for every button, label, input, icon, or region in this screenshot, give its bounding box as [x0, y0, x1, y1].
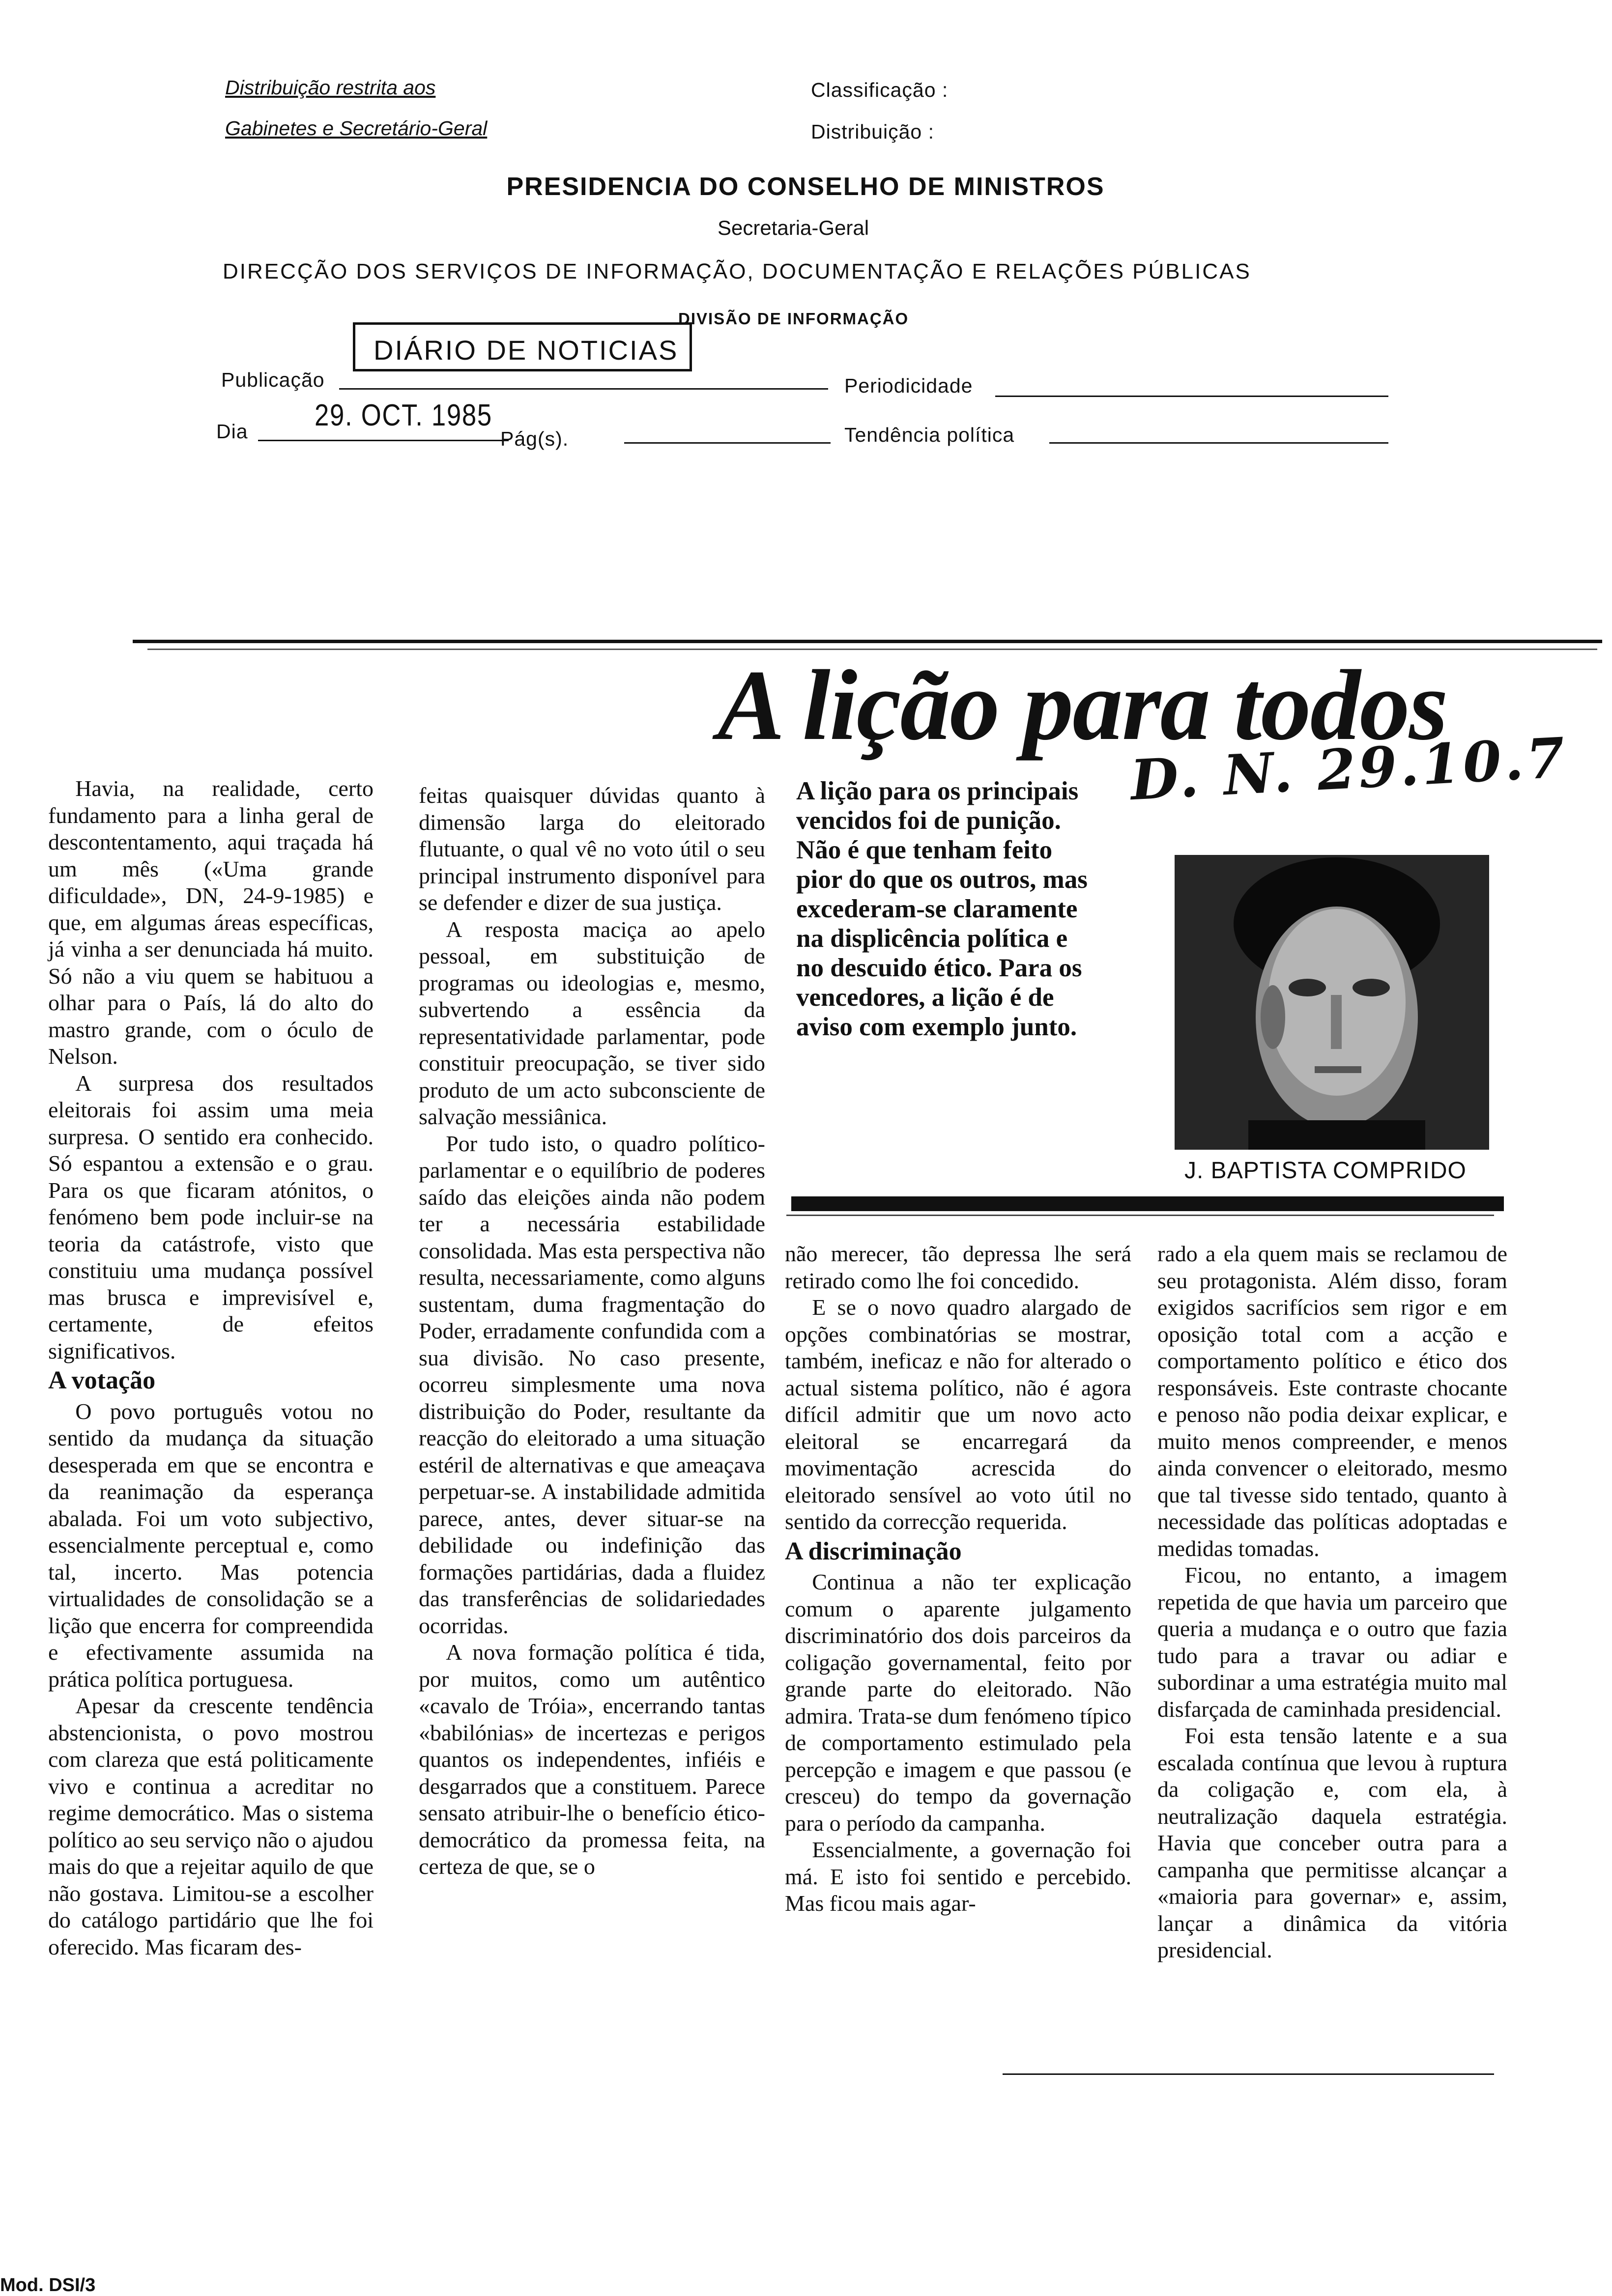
col2-paragraph-1: feitas quaisquer dúvidas quanto à dimensão larga do eleitorado flutuante, o qual vê no voto útil o seu principal instrumento disponível para se defender e dizer de sua justiça.	[419, 783, 765, 915]
pags-label: Pág(s).	[500, 427, 569, 450]
dia-label: Dia	[216, 420, 248, 443]
article-end-rule	[1003, 2073, 1494, 2075]
col2-paragraph-4: A nova formação política é tida, por muitos, como um autêntico «cavalo de Tróia», encerrando tantas «babilónias» de incertezas e perigos quantos os independentes, infiéis e desgarrados que a constituem. Parece sensato atribuir-lhe o benefício ético-democrático da promessa feita, na certeza de que, se o	[419, 1640, 765, 1879]
col3-paragraph-1: não merecer, tão depressa lhe será retirado como lhe foi concedido.	[785, 1241, 1131, 1293]
col4-paragraph-2: Ficou, no entanto, a imagem repetida de que havia um parceiro que queria a mudança e o outro que fazia tudo para a travar ou adiar e subordinar a uma estratégia muito mal disfarçada de caminhada presidencial.	[1157, 1562, 1507, 1722]
col1-paragraph-1: Havia, na realidade, certo fundamento para a linha geral de descontentamento, aqui traçada há um mês («Uma grande dificuldade», DN, 24-9-1985) e que, em algumas áreas específicas, já vinha a ser denunciada há muito. Só não a viu quem se habituou a olhar para o País, lá do alto do mastro grande, com o óculo de Nelson.	[48, 776, 374, 1069]
direccao-servicos: DIRECÇÃO DOS SERVIÇOS DE INFORMAÇÃO, DOCUMENTAÇÃO E RELAÇÕES PÚBLICAS	[223, 259, 1251, 283]
handwritten-note: D. N. 29.10.7	[1129, 725, 1569, 813]
author-photo	[1175, 855, 1489, 1150]
subhead-votacao: A votação	[48, 1366, 156, 1394]
publicacao-field-line	[339, 388, 828, 390]
section-rule-thin	[786, 1215, 1494, 1216]
col3-paragraph-2: E se o novo quadro alargado de opções combinatórias se mostrar, também, ineficaz e não for alterado o actual sistema político, não é agora difícil admitir que um novo acto eleitoral se encarregará da movimentação acrescida do eleitorado sensível ao voto útil no sentido da correcção requerida.	[785, 1295, 1131, 1534]
classificacao-label: Classificação :	[811, 79, 949, 101]
tendencia-label: Tendência política	[844, 424, 1015, 446]
secretaria-geral: Secretaria-Geral	[718, 216, 869, 239]
dia-field-line	[258, 440, 509, 441]
restricted-line-2: Gabinetes e Secretário-Geral	[225, 117, 488, 140]
col4-paragraph-3: Foi esta tensão latente e a sua escalada contínua que levou à ruptura da coligação e, com ela, à neutralização daquela estratégia. Havia que conceber outra para a campanha que permitisse alcançar a «maioria para governar» e, assim, lançar a dinâmica da vitória presidencial.	[1157, 1723, 1507, 1962]
periodicidade-label: Periodicidade	[844, 374, 973, 397]
article-column-1	[48, 775, 374, 1960]
publicacao-stamp: DIÁRIO DE NOTICIAS	[374, 335, 679, 366]
headline-rule-thick	[133, 640, 1602, 643]
divisao-informacao: DIVISÃO DE INFORMAÇÃO	[678, 310, 909, 328]
article-column-4	[1157, 1241, 1507, 1964]
col1-paragraph-4: Apesar da crescente tendência abstencionista, o povo mostrou com clareza que está politicamente vivo e continua a acreditar no regime democrático. Mas o sistema político ao seu serviço não o ajudou mais do que a rejeitar aquilo de que não gostava. Limitou-se a escolher do catálogo partidário que lhe foi oferecido. Mas ficaram des-	[48, 1693, 374, 1959]
col3-paragraph-3: Continua a não ter explicação comum o aparente julgamento discriminatório dos dois parceiros da coligação governamental, feito por grande parte do eleitorado. Não admira. Trata-se dum fenómeno típico de comportamento estimulado pela percepção e imagem e que passou (e cresceu) do tempo da governação para o período da campanha.	[785, 1569, 1131, 1836]
form-code: Mod. DSI/3	[0, 2275, 96, 2296]
col1-paragraph-2: A surpresa dos resultados eleitorais foi assim uma meia surpresa. O sentido era conhecido. Só espantou a extensão e o grau. Para os que ficaram atónitos, o fenómeno bem pode incluir-se na teoria da catástrofe, visto que constituiu uma mudança possível mas brusca e imprevisível e, certamente, de efeitos significativos.	[48, 1070, 374, 1363]
col4-paragraph-1: rado a ela quem mais se reclamou de seu protagonista. Além disso, foram exigidos sacrifícios sem rigor e em oposição total com a acção e comportamento político e ético dos responsáveis. Este contraste chocante e penoso não podia deixar explicar, e muito menos compreender, e menos ainda convencer o eleitorado, mesmo que tal tivesse sido tentado, quanto à necessidade das políticas adoptadas e medidas tomadas.	[1157, 1241, 1507, 1561]
presidencia-text: PRESIDENCIA DO CONSELHO DE MINISTROS	[506, 172, 1105, 201]
headline: A lição para todos	[718, 650, 1447, 761]
publicacao-label: Publicação	[221, 368, 325, 391]
presidencia-title	[0, 172, 1612, 201]
author-name: J. BAPTISTA COMPRIDO	[1184, 1158, 1467, 1184]
col3-paragraph-4: Essencialmente, a governação foi má. E isto foi sentido e percebido. Mas ficou mais agar-	[785, 1837, 1131, 1916]
article-column-3	[785, 1241, 1131, 1917]
article-lead: A lição para os principais vencidos foi de punição. Não é que tenham feito pior do que os outros, mas excederam-se claramente na displicência política e no descuido ético. Para os vencedores, a lição é de aviso com exemplo junto.	[796, 777, 1088, 1041]
col2-paragraph-3: Por tudo isto, o quadro político-parlamentar e o equilíbrio de poderes saído das eleições ainda não podem ter a necessária estabilidade consolidada. Mas esta perspectiva não resulta, necessariamente, como alguns sustentam, duma fragmentação do Poder, erradamente confundida com a sua divisão. No caso presente, ocorreu simplesmente uma nova distribuição do Poder, resultante da reacção do eleitorado a uma situação estéril de alternativas e que ameaçava perpetuar-se. A instabilidade admitida parece, antes, dever situar-se na debilidade ou indefinição das formações partidárias, dada a fluidez das transferências de solidariedades ocorridas.	[419, 1131, 765, 1638]
subhead-discriminacao: A discriminação	[785, 1537, 962, 1565]
pags-field-line	[624, 442, 831, 444]
periodicidade-field-line	[995, 396, 1388, 397]
author-portrait-icon	[1175, 855, 1489, 1150]
section-rule-thick	[791, 1196, 1504, 1211]
col2-paragraph-2: A resposta maciça ao apelo pessoal, em substituição de programas ou ideologias e, mesmo, subvertendo a essência da representatividade parlamentar, pode constituir preocupação, se tiver sido produto de um acto subconsciente de salvação messiânica.	[419, 916, 765, 1129]
dia-stamp: 29. OCT. 1985	[315, 398, 492, 432]
restricted-line-1: Distribuição restrita aos	[225, 76, 436, 99]
distribuicao-label: Distribuição :	[811, 120, 934, 143]
col1-paragraph-3: O povo português votou no sentido da mudança da situação desesperada em que se encontra e da reanimação da esperança abalada. Foi um voto subjectivo, essencialmente perceptual e, como tal, incerto. Mas potencia virtualidades de consolidação se a lição que encerra for compreendida e efectivamente assumida na prática política portuguesa.	[48, 1398, 374, 1692]
article-column-2	[419, 782, 765, 1880]
tendencia-field-line	[1049, 442, 1388, 444]
